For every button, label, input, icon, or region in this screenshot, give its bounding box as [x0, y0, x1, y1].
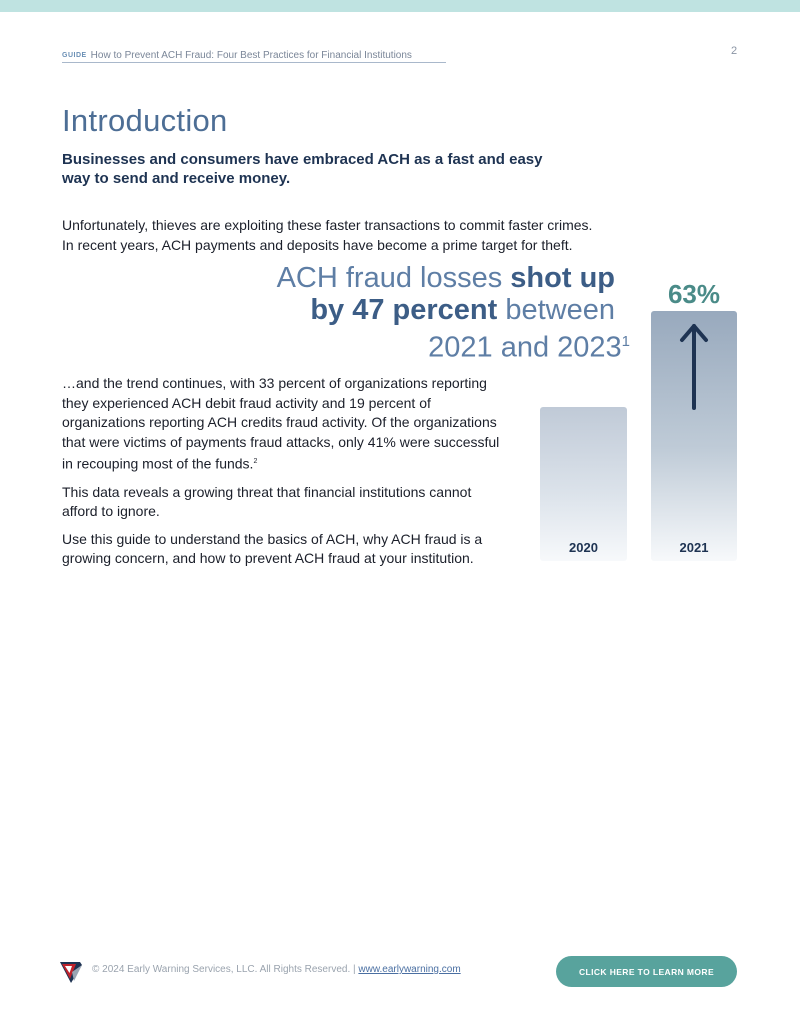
- page-number: 2: [731, 45, 738, 57]
- early-warning-logo-icon: [58, 959, 84, 985]
- footer-copyright: [92, 964, 461, 975]
- intro-paragraph: [62, 215, 662, 255]
- trend-text: …and the trend continues, with 33 percent of organizations reporting they experienced ACH debit fraud activity and 19 percent of organizations reporting ACH credits fraud activity. Of the organizations that were victims of payments fraud attacks, only 41% were successful in recouping most of the funds.: [62, 375, 500, 473]
- body-paragraph-threat: This data reveals a growing threat that financial institutions cannot afford to ignore.: [62, 483, 472, 520]
- bar-label-2021: 2021: [679, 540, 709, 555]
- bar-2020: [540, 407, 627, 561]
- footnote-marker-2: 2: [253, 458, 258, 466]
- body-text: [62, 374, 510, 577]
- body-paragraph-guide: Use this guide to understand the basics of ACH, why ACH fraud is a growing concern, and how to prevent ACH fraud at your institution.: [62, 530, 483, 567]
- website-link[interactable]: www.earlywarning.com: [358, 964, 461, 975]
- header-title: How to Prevent ACH Fraud: Four Best Practices for Financial Institutions: [90, 50, 412, 61]
- callout-text-2: between: [497, 294, 615, 326]
- footnote-marker-1: 1: [621, 333, 630, 350]
- arrow-up-icon: [679, 322, 709, 412]
- stat-callout: [250, 262, 630, 364]
- increase-percent: 63%: [667, 279, 721, 309]
- callout-text-1: ACH fraud losses: [276, 262, 511, 294]
- lead-paragraph: [62, 150, 602, 188]
- intro-line-2: In recent years, ACH payments and deposits have become a prime target for theft.: [62, 237, 573, 253]
- running-header: [62, 45, 446, 63]
- copyright-text: © 2024 Early Warning Services, LLC. All Rights Reserved.: [92, 964, 351, 975]
- callout-emphasis-2: by 47 percent: [310, 294, 498, 326]
- learn-more-button[interactable]: CLICK HERE TO LEARN MORE: [556, 956, 737, 987]
- footer-separator: |: [353, 964, 356, 975]
- body-paragraph-trend: [62, 374, 510, 475]
- callout-emphasis-1: shot up: [510, 262, 615, 294]
- page-title: Introduction: [62, 103, 228, 138]
- guide-tag: GUIDE: [62, 52, 87, 59]
- intro-line-1: Unfortunately, thieves are exploiting these faster transactions to commit faster crimes.: [62, 217, 593, 233]
- bar-label-2020: 2020: [569, 540, 598, 555]
- lead-line-1: Businesses and consumers have embraced ACH as a fast and easy: [62, 151, 543, 168]
- callout-text-3: 2021 and 2023: [428, 331, 622, 364]
- lead-line-2: way to send and receive money.: [62, 170, 291, 187]
- top-color-band: [0, 0, 800, 12]
